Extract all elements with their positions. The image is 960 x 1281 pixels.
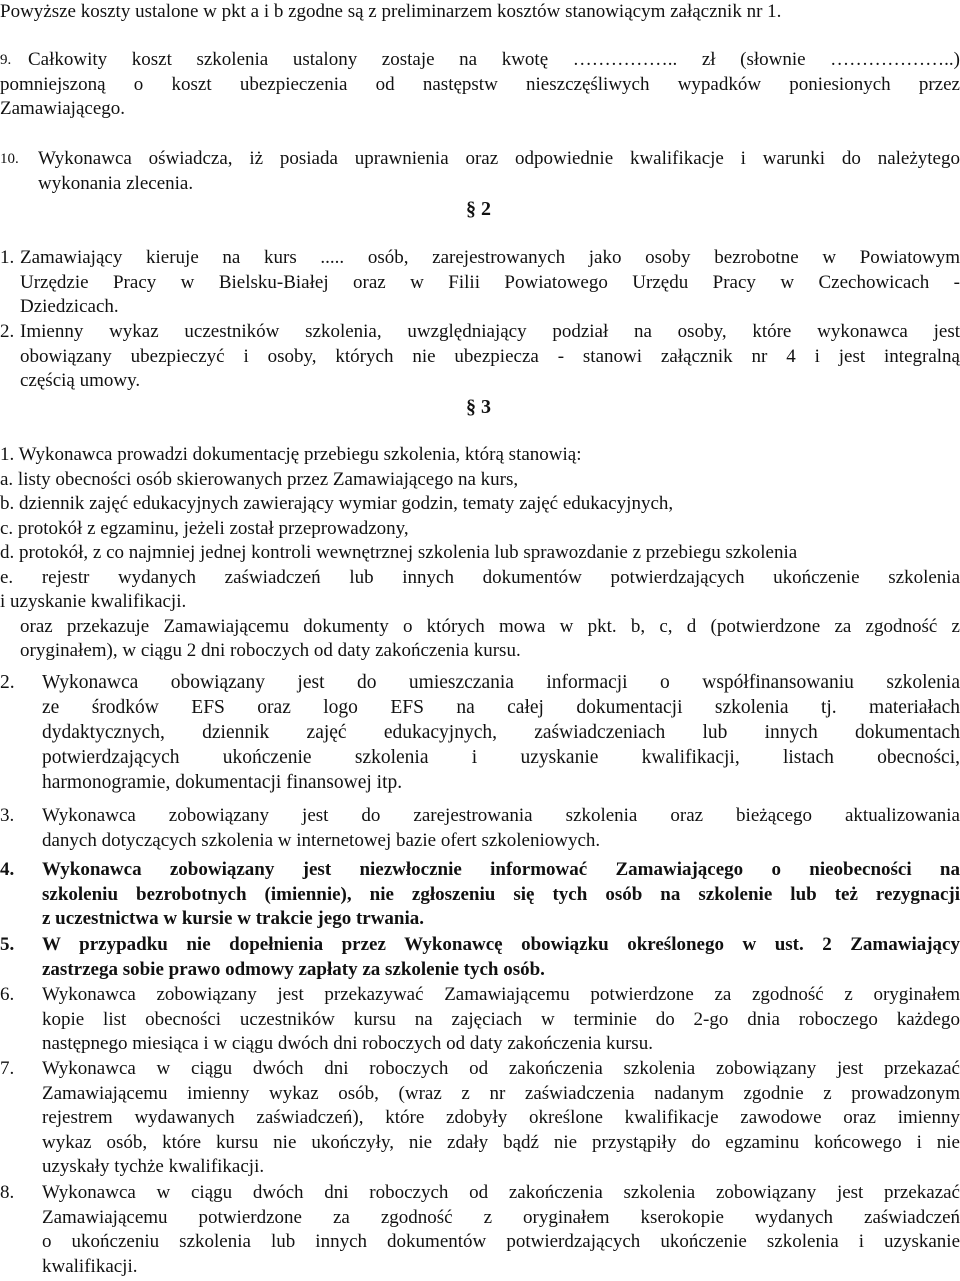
s3p8-line-4: kwalifikacji. bbox=[42, 1255, 138, 1277]
section-3-point-4 bbox=[0, 858, 960, 932]
s3p6-line-1: Wykonawca zobowiązany jest przekazywać Zamawiającemu potwierdzone za zgodność z oryginałem bbox=[42, 984, 960, 1005]
point-number: 8. bbox=[0, 1182, 15, 1203]
s3p3-line-2: danych dotyczących szkolenia w internetowej bazie ofert szkoleniowych. bbox=[42, 829, 601, 851]
s3p5-line-2: zastrzega sobie prawo odmowy zapłaty za szkolenie tych osób. bbox=[42, 958, 545, 980]
s3p1-item-e-1: e. rejestr wydanych zaświadczeń lub innych dokumentów potwierdzających ukończenie szkolenia bbox=[0, 566, 960, 588]
s3p6-line-2: kopie list obecności uczestników kursu na zajęciach w terminie do 2-go dnia roboczego każdego bbox=[42, 1008, 960, 1030]
s3p8-line-3: o ukończeniu szkolenia lub innych dokumentów potwierdzających ukończenie szkolenia i uzyskanie bbox=[42, 1231, 960, 1252]
s3p3-line-1: Wykonawca zobowiązany jest do zarejestrowania szkolenia oraz bieżącego aktualizowania bbox=[42, 805, 960, 826]
section-3-point-8 bbox=[0, 1181, 960, 1279]
point-number: 4. bbox=[0, 859, 15, 880]
s3p1-line-0: 1. Wykonawca prowadzi dokumentację przebiegu szkolenia, którą stanowią: bbox=[0, 444, 582, 465]
point-10-line-2: wykonania zlecenia. bbox=[38, 172, 194, 194]
s3p1-item-e-2: i uzyskanie kwalifikacji. bbox=[0, 591, 187, 612]
s3p4-line-2: szkoleniu bezrobotnych (imiennie), nie zgłoszeniu się tych osób na szkolenie lub też rezygnacji bbox=[42, 883, 960, 905]
s3p2-line-4: potwierdzających ukończenie szkolenia i uzyskanie kwalifikacji, listach obecności, bbox=[42, 747, 960, 768]
s3p1-item-d: d. protokół, z co najmniej jednej kontroli wewnętrznej szkolenia lub sprawozdanie z przebiegu szkolenia bbox=[0, 542, 798, 563]
s3p1-item-b: b. dziennik zajęć edukacyjnych zawierający wymiar godzin, tematy zajęć edukacyjnych, bbox=[0, 493, 674, 514]
point-number: 2. bbox=[0, 672, 15, 693]
s3p1-item-c: c. protokół z egzaminu, jeżeli został przeprowadzony, bbox=[0, 517, 409, 539]
point-number: 7. bbox=[0, 1058, 15, 1079]
s3p2-line-2: ze środków EFS oraz logo EFS na całej dokumentacji szkolenia tj. materiałach bbox=[42, 697, 960, 718]
point-number: 1. bbox=[0, 247, 15, 268]
s3p7-line-4: wykaz osób, które kursu nie ukończyły, nie zdały bądź nie przystąpiły do egzaminu końcowego i nie bbox=[42, 1131, 960, 1153]
section-2-point-2 bbox=[0, 320, 960, 394]
section-3-point-1 bbox=[0, 443, 960, 664]
point-number: 5. bbox=[0, 934, 15, 955]
s3p4-line-3: z uczestnictwa w kursie w trakcie jego trwania. bbox=[42, 908, 425, 929]
section-3-point-6 bbox=[0, 983, 960, 1057]
s3p8-line-2: Zamawiającemu potwierdzone za zgodność z oryginałem kserokopie wydanych zaświadczeń bbox=[42, 1206, 960, 1228]
s3p1-outro-2: oryginałem), w ciągu 2 dni roboczych od daty zakończenia kursu. bbox=[20, 640, 521, 661]
s3p4-line-1: Wykonawca zobowiązany jest niezwłocznie informować Zamawiającego o nieobecności na bbox=[42, 859, 960, 880]
s3p2-line-3: dydaktycznych, dziennik zajęć edukacyjnych, zaświadczeniach lub innych dokumentach bbox=[42, 722, 960, 743]
point-9-line-1: Całkowity koszt szkolenia ustalony zostaje na kwotę …………….. zł (słownie ………………..) bbox=[28, 49, 960, 70]
s2p2-line-2: obowiązany ubezpieczyć i osoby, których nie ubezpiecza - stanowi załącznik nr 4 i jest integralną bbox=[20, 345, 960, 367]
section-3-point-5 bbox=[0, 933, 960, 982]
s3p1-outro-1: oraz przekazuje Zamawiającemu dokumenty o których mowa w pkt. b, c, d (potwierdzone za zgodność z bbox=[20, 615, 960, 637]
point-number: 10. bbox=[0, 151, 19, 167]
s2p1-line-2: Urzędzie Pracy w Bielsku-Białej oraz w Filii Powiatowego Urzędu Pracy w Czechowicach - bbox=[20, 271, 960, 293]
s3p2-line-5: harmonogramie, dokumentacji finansowej itp. bbox=[42, 772, 403, 793]
section-2-point-1 bbox=[0, 246, 960, 320]
point-9 bbox=[0, 48, 960, 122]
point-number: 6. bbox=[0, 984, 15, 1005]
section-3-point-3 bbox=[0, 804, 960, 853]
s3p7-line-1: Wykonawca w ciągu dwóch dni roboczych od zakończenia szkolenia zobowiązany jest przekazać bbox=[42, 1058, 960, 1079]
s2p1-line-3: Dziedzicach. bbox=[20, 296, 119, 317]
point-number: 2. bbox=[0, 321, 15, 342]
point-9-line-2: pomniejszoną o koszt ubezpieczenia od następstw nieszczęśliwych wypadków poniesionych przez bbox=[0, 73, 960, 95]
s3p7-line-2: Zamawiającemu imienny wykaz osób, (wraz z nr zaświadczenia nadanym zgodnie z prowadzonym bbox=[42, 1082, 960, 1104]
point-10 bbox=[0, 147, 960, 196]
s3p2-line-1: Wykonawca obowiązany jest do umieszczania informacji o współfinansowaniu szkolenia bbox=[42, 672, 960, 693]
point-10-line-1: Wykonawca oświadcza, iż posiada uprawnienia oraz odpowiednie kwalifikacje i warunki do należytego bbox=[38, 148, 960, 169]
section-3-point-2 bbox=[0, 670, 960, 795]
s3p7-line-5: uzyskały tychże kwalifikacji. bbox=[42, 1156, 265, 1177]
point-9-line-3: Zamawiającego. bbox=[0, 98, 126, 119]
point-number: 3. bbox=[0, 805, 15, 826]
s3p7-line-3: rejestrem wydawanych zaświadczeń), które zdobyły określone kwalifikacje zawodowe oraz imienny bbox=[42, 1107, 960, 1128]
s3p5-line-1: W przypadku nie dopełnienia przez Wykonawcę obowiązku określonego w ust. 2 Zamawiający bbox=[42, 934, 960, 955]
point-number: 9. bbox=[0, 52, 12, 68]
s2p1-line-1: Zamawiający kieruje na kurs ..... osób, zarejestrowanych jako osoby bezrobotne w Powiatowym bbox=[20, 247, 960, 268]
section-3-heading: § 3 bbox=[466, 396, 491, 418]
section-3-point-7 bbox=[0, 1057, 960, 1180]
s3p6-line-3: następnego miesiąca i w ciągu dwóch dni roboczych od daty zakończenia kursu. bbox=[42, 1033, 653, 1054]
s3p1-item-a: a. listy obecności osób skierowanych przez Zamawiającego na kurs, bbox=[0, 468, 519, 490]
s2p2-line-1: Imienny wykaz uczestników szkolenia, uwzględniający podział na osoby, które wykonawca jest bbox=[20, 321, 960, 342]
section-2-heading: § 2 bbox=[466, 198, 491, 220]
intro-text: Powyższe koszty ustalone w pkt a i b zgodne są z preliminarzem kosztów stanowiącym załącznik nr 1. bbox=[0, 1, 782, 22]
s3p8-line-1: Wykonawca w ciągu dwóch dni roboczych od zakończenia szkolenia zobowiązany jest przekazać bbox=[42, 1182, 960, 1203]
s2p2-line-3: częścią umowy. bbox=[20, 370, 141, 391]
